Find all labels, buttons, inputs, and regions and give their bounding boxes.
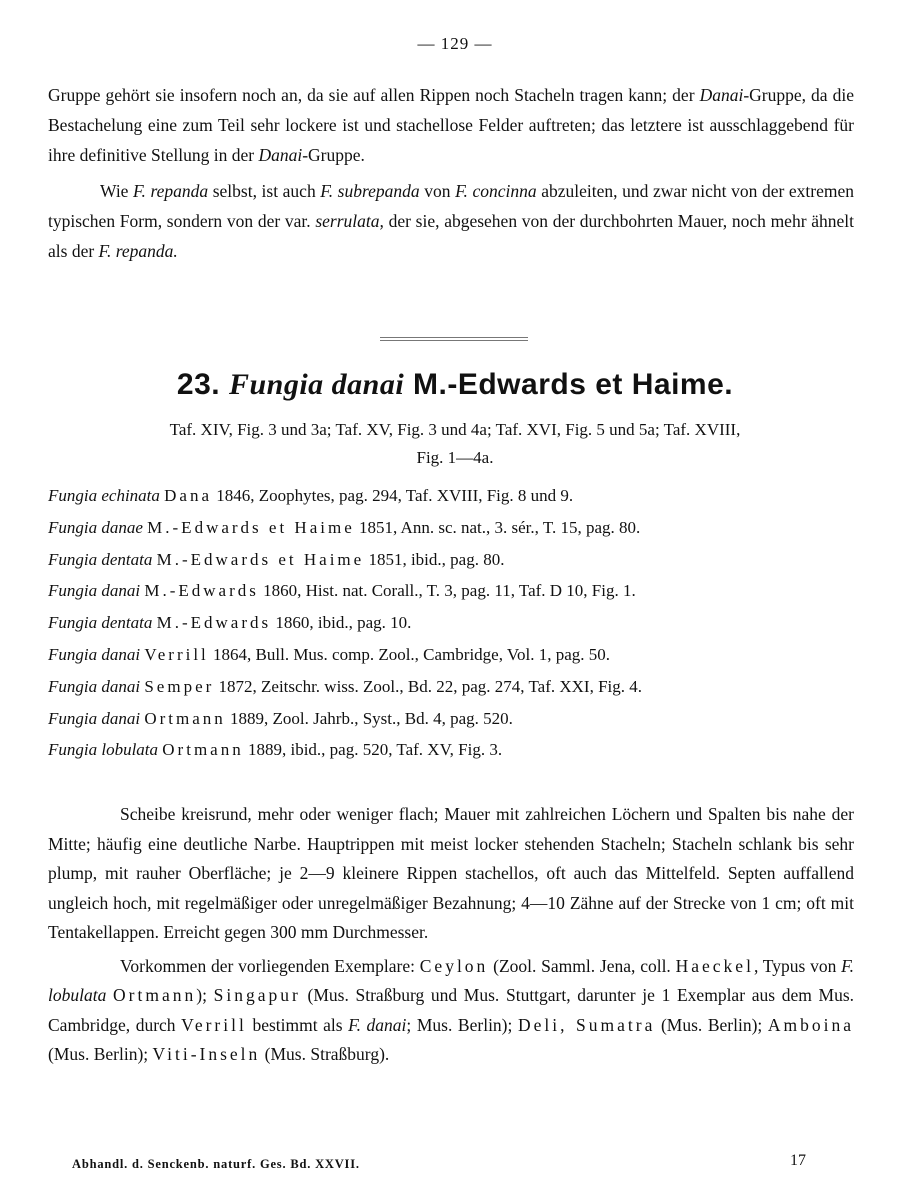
- plate-line-1: Taf. XIV, Fig. 3 und 3a; Taf. XV, Fig. 3 und 4a; Taf. XVI, Fig. 5 und 5a; Taf. XVIII,: [169, 420, 741, 439]
- synonym-species: danai: [101, 676, 141, 696]
- synonym-species: danai: [101, 708, 141, 728]
- synonym-reference: 1860, ibid., pag. 10.: [271, 613, 412, 633]
- spaced-run: Ortmann: [113, 985, 197, 1005]
- synonym-entry: [48, 734, 868, 766]
- spaced-run: Viti-Inseln: [152, 1044, 261, 1064]
- synonym-entry: [48, 639, 868, 671]
- journal-footer: Abhandl. d. Senckenb. naturf. Ges. Bd. XXVII.: [72, 1157, 360, 1171]
- plate-references: [60, 416, 850, 472]
- spaced-run: Verrill: [181, 1014, 247, 1035]
- description-paragraph: Scheibe kreisrund, mehr oder weniger flach; Mauer mit zahlreichen Löchern und Spalten bis nahe der Mitte; häufig eine deutliche Narbe. Hauptrippen mit meist locker stehenden Stacheln; Stacheln schlank bis sehr plump, mit rauher Oberfläche; je 2—9 kleinere Rippen stachellos, oft auch das Mittelfeld. Septen auffallend ungleich hoch, mit regelmäßiger oder unregelmäßiger Bezahnung; 4—10 Zähne auf der Strecke von 1 cm; oft mit Tentakellappen. Erreicht gegen 300 mm Durchmesser.: [48, 804, 854, 942]
- synonym-genus: Fungia: [48, 486, 98, 505]
- intro-paragraph-1: Gruppe gehört sie insofern noch an, da sie auf allen Rippen noch Stacheln tragen kann; der Danai-Gruppe, da die Bestachelung eine zum Teil sehr lockere ist und stachellose Felder auftreten; das letztere ist ausschlaggebend für ihre definitive Stellung in der Danai-Gruppe.: [48, 85, 854, 165]
- page-number: — 129 —: [417, 34, 493, 53]
- heading-species-name: Fungia danai: [228, 368, 405, 401]
- synonym-entry: [48, 512, 868, 544]
- synonym-genus: Fungia: [48, 740, 98, 760]
- synonym-author: Ortmann: [162, 740, 244, 760]
- section-divider: [380, 337, 528, 341]
- synonym-species: danai: [101, 644, 141, 664]
- spaced-run: Haeckel: [675, 955, 754, 976]
- signature-number: 17: [790, 1152, 806, 1169]
- italic-run: F. concinna: [455, 181, 537, 201]
- synonym-author: M.-Edwards: [156, 613, 272, 633]
- italic-run: F. lobulata: [48, 955, 854, 1005]
- italic-run: F. subrepanda: [320, 181, 420, 201]
- occurrence-paragraph: Vorkommen der vorliegenden Exemplare: Ceylon (Zool. Samml. Jena, coll. Haeckel, Typus von F. lobulata Ortmann); Singapur (Mus. Straßburg und Mus. Stuttgart, darunter je 1 Exemplar aus dem Mus. Cambridge, durch Verrill bestimmt als F. danai; Mus. Berlin); Deli, Sumatra (Mus. Berlin); Amboina (Mus. Berlin); Viti-Inseln (Mus. Straßburg).: [48, 955, 854, 1064]
- italic-run: F. repanda.: [98, 241, 178, 261]
- synonym-reference: 1889, Zool. Jahrb., Syst., Bd. 4, pag. 520.: [225, 708, 513, 728]
- spaced-run: Ceylon: [419, 955, 489, 976]
- intro-text: [48, 80, 854, 266]
- plate-line-2: Fig. 1—4a.: [416, 448, 494, 467]
- synonym-genus: Fungia: [48, 613, 98, 633]
- synonym-entry: [48, 575, 868, 607]
- synonym-reference: 1864, Bull. Mus. comp. Zool., Cambridge, Vol. 1, pag. 50.: [208, 644, 611, 664]
- spaced-run: Singapur: [213, 985, 301, 1005]
- synonym-genus: Fungia: [48, 549, 98, 569]
- synonym-author: Verrill: [144, 644, 209, 664]
- italic-run: F. danai: [348, 1014, 407, 1035]
- synonym-entry: [48, 703, 868, 735]
- synonym-species: danai: [101, 581, 141, 601]
- synonym-genus: Fungia: [48, 676, 98, 696]
- spaced-run: Deli, Sumatra: [517, 1014, 656, 1035]
- synonym-genus: Fungia: [48, 581, 98, 601]
- intro-paragraph-2: Wie F. repanda selbst, ist auch F. subrepanda von F. concinna abzuleiten, und zwar nicht von der extremen typischen Form, sondern von der var. serrulata, der sie, abgesehen von der durchbohrten Mauer, noch mehr ähnelt als der F. repanda.: [48, 181, 854, 261]
- synonym-entry: [48, 480, 868, 512]
- synonym-entry: [48, 544, 868, 576]
- spaced-run: Amboina: [767, 1014, 854, 1035]
- heading-number: 23.: [176, 368, 221, 401]
- synonym-species: danae: [101, 517, 143, 537]
- heading-authority: M.-Edwards et Haime.: [413, 368, 734, 401]
- synonym-reference: 1851, Ann. sc. nat., 3. sér., T. 15, pag. 80.: [354, 517, 641, 537]
- description-text: [48, 800, 854, 1070]
- synonym-author: M.-Edwards et Haime: [156, 549, 365, 569]
- synonym-genus: Fungia: [48, 644, 98, 664]
- synonym-genus: Fungia: [48, 517, 98, 537]
- italic-run: Danai: [699, 85, 744, 105]
- synonym-author: M.-Edwards: [144, 581, 259, 601]
- italic-run: Danai: [258, 145, 303, 165]
- synonym-reference: 1872, Zeitschr. wiss. Zool., Bd. 22, pag. 274, Taf. XXI, Fig. 4.: [214, 676, 643, 696]
- synonym-species: dentata: [101, 549, 153, 569]
- synonym-author: M.-Edwards et Haime: [147, 517, 355, 537]
- italic-run: F. repanda: [133, 181, 209, 201]
- species-heading: [0, 368, 910, 402]
- synonym-genus: Fungia: [48, 708, 98, 728]
- synonym-author: Ortmann: [144, 708, 226, 728]
- synonym-author: Dana: [164, 486, 213, 505]
- synonymy-list: [48, 480, 868, 766]
- synonym-reference: 1851, ibid., pag. 80.: [364, 549, 505, 569]
- synonym-reference: 1860, Hist. nat. Corall., T. 3, pag. 11, Taf. D 10, Fig. 1.: [258, 581, 636, 601]
- synonym-species: dentata: [101, 613, 153, 633]
- synonym-species: echinata: [101, 486, 160, 505]
- italic-run: serrulata,: [315, 211, 384, 231]
- synonym-author: Semper: [144, 676, 215, 696]
- synonym-reference: 1889, ibid., pag. 520, Taf. XV, Fig. 3.: [243, 740, 503, 760]
- synonym-entry: [48, 607, 868, 639]
- synonym-reference: 1846, Zoophytes, pag. 294, Taf. XVIII, Fig. 8 und 9.: [212, 486, 574, 505]
- synonym-species: lobulata: [101, 740, 159, 760]
- synonym-entry: [48, 671, 868, 703]
